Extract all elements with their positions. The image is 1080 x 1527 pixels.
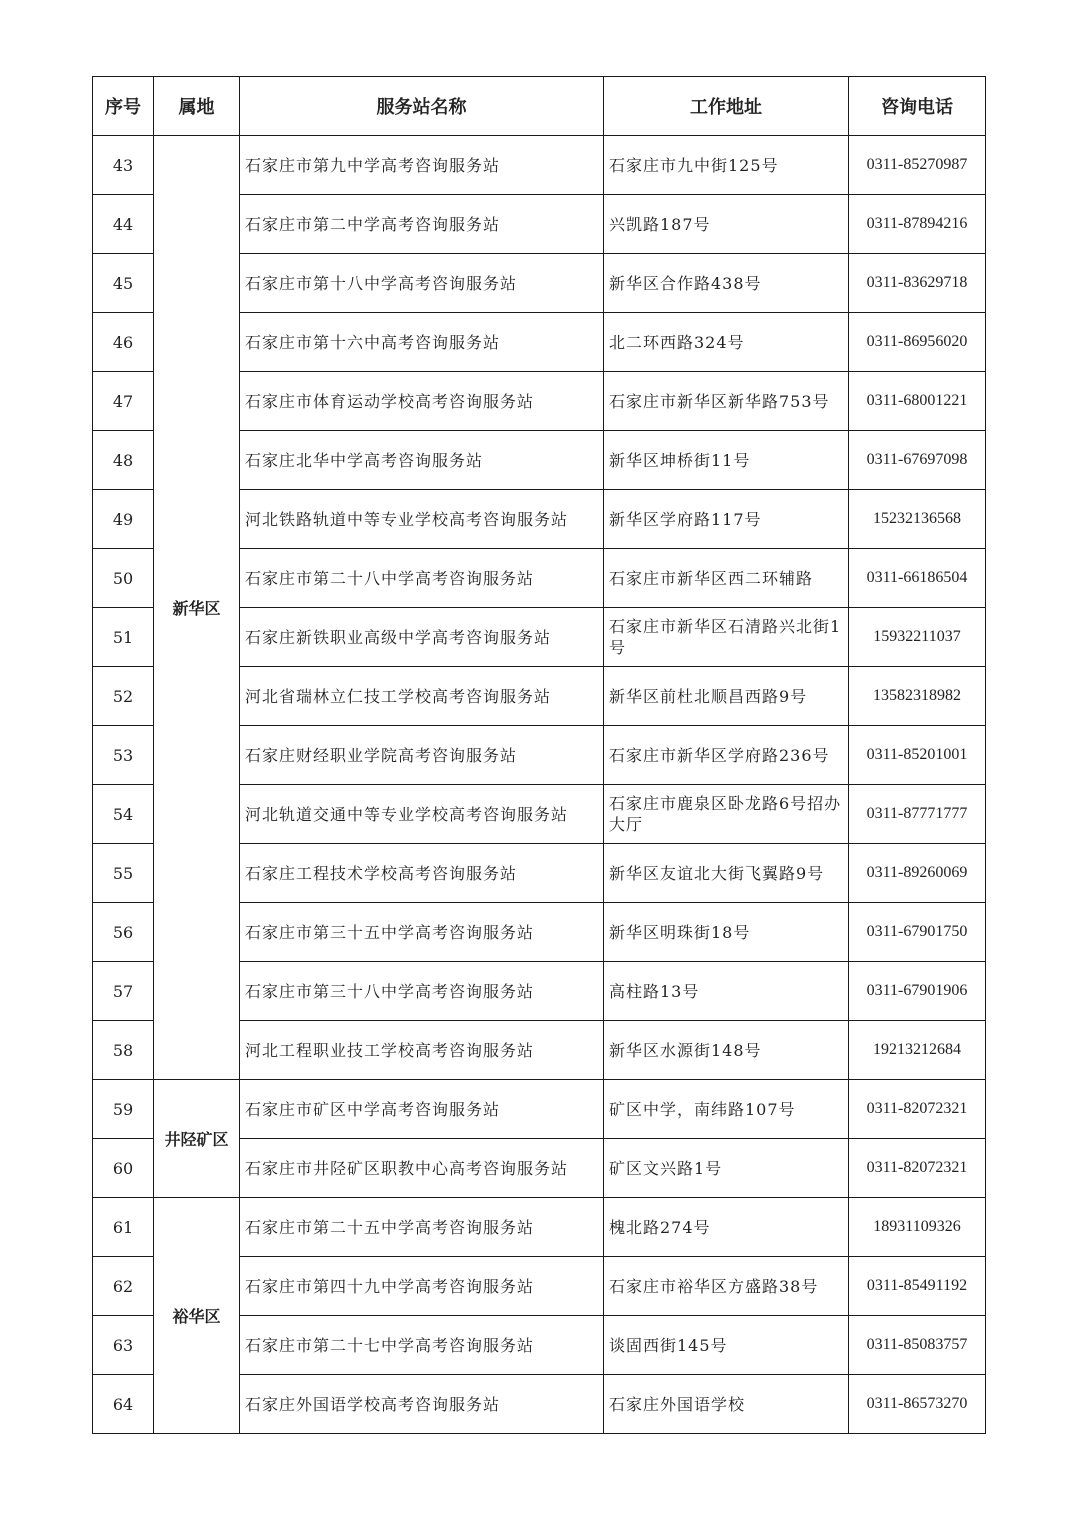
cell-station-name: 石家庄市体育运动学校高考咨询服务站 [240, 372, 604, 431]
cell-station-name: 石家庄外国语学校高考咨询服务站 [240, 1375, 604, 1434]
cell-phone: 0311-86573270 [849, 1375, 986, 1434]
cell-phone: 0311-67901906 [849, 962, 986, 1021]
cell-address: 新华区前杜北顺昌西路9号 [604, 667, 849, 726]
cell-address: 石家庄市九中街125号 [604, 136, 849, 195]
cell-station-name: 石家庄工程技术学校高考咨询服务站 [240, 844, 604, 903]
cell-station-name: 石家庄市矿区中学高考咨询服务站 [240, 1080, 604, 1139]
service-station-table [92, 76, 986, 1434]
header-area: 属地 [154, 77, 240, 136]
cell-seq: 48 [93, 431, 154, 490]
cell-seq: 62 [93, 1257, 154, 1316]
cell-station-name: 石家庄市第三十八中学高考咨询服务站 [240, 962, 604, 1021]
cell-seq: 50 [93, 549, 154, 608]
cell-phone: 0311-67697098 [849, 431, 986, 490]
cell-address: 新华区坤桥街11号 [604, 431, 849, 490]
cell-phone: 0311-66186504 [849, 549, 986, 608]
cell-station-name: 石家庄市第九中学高考咨询服务站 [240, 136, 604, 195]
cell-phone: 18931109326 [849, 1198, 986, 1257]
cell-seq: 56 [93, 903, 154, 962]
cell-seq: 45 [93, 254, 154, 313]
table-row [93, 1198, 986, 1257]
header-seq: 序号 [93, 77, 154, 136]
cell-phone: 0311-82072321 [849, 1080, 986, 1139]
cell-phone: 0311-89260069 [849, 844, 986, 903]
cell-seq: 63 [93, 1316, 154, 1375]
cell-address: 新华区合作路438号 [604, 254, 849, 313]
cell-address: 北二环西路324号 [604, 313, 849, 372]
cell-seq: 44 [93, 195, 154, 254]
cell-phone: 0311-82072321 [849, 1139, 986, 1198]
table-row [93, 1080, 986, 1139]
cell-address: 新华区明珠街18号 [604, 903, 849, 962]
cell-address: 石家庄市新华区新华路753号 [604, 372, 849, 431]
cell-address: 矿区中学，南纬路107号 [604, 1080, 849, 1139]
cell-station-name: 石家庄市第二中学高考咨询服务站 [240, 195, 604, 254]
cell-address: 新华区学府路117号 [604, 490, 849, 549]
header-phone: 咨询电话 [849, 77, 986, 136]
cell-phone: 0311-67901750 [849, 903, 986, 962]
cell-phone: 15932211037 [849, 608, 986, 667]
cell-seq: 60 [93, 1139, 154, 1198]
cell-address: 新华区水源街148号 [604, 1021, 849, 1080]
cell-seq: 43 [93, 136, 154, 195]
cell-seq: 49 [93, 490, 154, 549]
table-row [93, 136, 986, 195]
cell-seq: 52 [93, 667, 154, 726]
cell-address: 石家庄市新华区学府路236号 [604, 726, 849, 785]
cell-station-name: 石家庄北华中学高考咨询服务站 [240, 431, 604, 490]
cell-phone: 0311-85083757 [849, 1316, 986, 1375]
header-address: 工作地址 [604, 77, 849, 136]
cell-station-name: 河北工程职业技工学校高考咨询服务站 [240, 1021, 604, 1080]
cell-phone: 15232136568 [849, 490, 986, 549]
cell-seq: 61 [93, 1198, 154, 1257]
cell-seq: 51 [93, 608, 154, 667]
cell-address: 槐北路274号 [604, 1198, 849, 1257]
cell-station-name: 石家庄市第三十五中学高考咨询服务站 [240, 903, 604, 962]
cell-station-name: 石家庄市第四十九中学高考咨询服务站 [240, 1257, 604, 1316]
cell-address: 石家庄市鹿泉区卧龙路6号招办大厅 [604, 785, 849, 844]
cell-seq: 57 [93, 962, 154, 1021]
header-row [93, 77, 986, 136]
cell-station-name: 石家庄市第二十五中学高考咨询服务站 [240, 1198, 604, 1257]
cell-seq: 64 [93, 1375, 154, 1434]
cell-phone: 0311-87771777 [849, 785, 986, 844]
cell-seq: 46 [93, 313, 154, 372]
cell-phone: 0311-83629718 [849, 254, 986, 313]
cell-address: 石家庄市新华区西二环辅路 [604, 549, 849, 608]
cell-station-name: 石家庄新铁职业高级中学高考咨询服务站 [240, 608, 604, 667]
cell-address: 石家庄外国语学校 [604, 1375, 849, 1434]
cell-station-name: 河北铁路轨道中等专业学校高考咨询服务站 [240, 490, 604, 549]
cell-area: 裕华区 [154, 1198, 240, 1434]
cell-phone: 0311-85201001 [849, 726, 986, 785]
cell-seq: 59 [93, 1080, 154, 1139]
cell-seq: 58 [93, 1021, 154, 1080]
cell-address: 石家庄市新华区石清路兴北街1号 [604, 608, 849, 667]
cell-phone: 0311-85270987 [849, 136, 986, 195]
cell-phone: 0311-68001221 [849, 372, 986, 431]
cell-station-name: 石家庄市井陉矿区职教中心高考咨询服务站 [240, 1139, 604, 1198]
cell-address: 新华区友谊北大街飞翼路9号 [604, 844, 849, 903]
cell-seq: 55 [93, 844, 154, 903]
cell-address: 石家庄市裕华区方盛路38号 [604, 1257, 849, 1316]
cell-phone: 0311-85491192 [849, 1257, 986, 1316]
cell-station-name: 石家庄市第二十八中学高考咨询服务站 [240, 549, 604, 608]
cell-address: 高柱路13号 [604, 962, 849, 1021]
cell-address: 兴凯路187号 [604, 195, 849, 254]
cell-station-name: 石家庄市第二十七中学高考咨询服务站 [240, 1316, 604, 1375]
cell-phone: 19213212684 [849, 1021, 986, 1080]
cell-address: 矿区文兴路1号 [604, 1139, 849, 1198]
cell-station-name: 石家庄市第十八中学高考咨询服务站 [240, 254, 604, 313]
cell-seq: 47 [93, 372, 154, 431]
cell-station-name: 河北轨道交通中等专业学校高考咨询服务站 [240, 785, 604, 844]
cell-address: 谈固西街145号 [604, 1316, 849, 1375]
cell-seq: 54 [93, 785, 154, 844]
cell-station-name: 河北省瑞林立仁技工学校高考咨询服务站 [240, 667, 604, 726]
cell-station-name: 石家庄市第十六中高考咨询服务站 [240, 313, 604, 372]
cell-phone: 0311-87894216 [849, 195, 986, 254]
cell-seq: 53 [93, 726, 154, 785]
cell-phone: 13582318982 [849, 667, 986, 726]
cell-area: 井陉矿区 [154, 1080, 240, 1198]
cell-phone: 0311-86956020 [849, 313, 986, 372]
cell-station-name: 石家庄财经职业学院高考咨询服务站 [240, 726, 604, 785]
header-station-name: 服务站名称 [240, 77, 604, 136]
cell-area: 新华区 [154, 136, 240, 1080]
